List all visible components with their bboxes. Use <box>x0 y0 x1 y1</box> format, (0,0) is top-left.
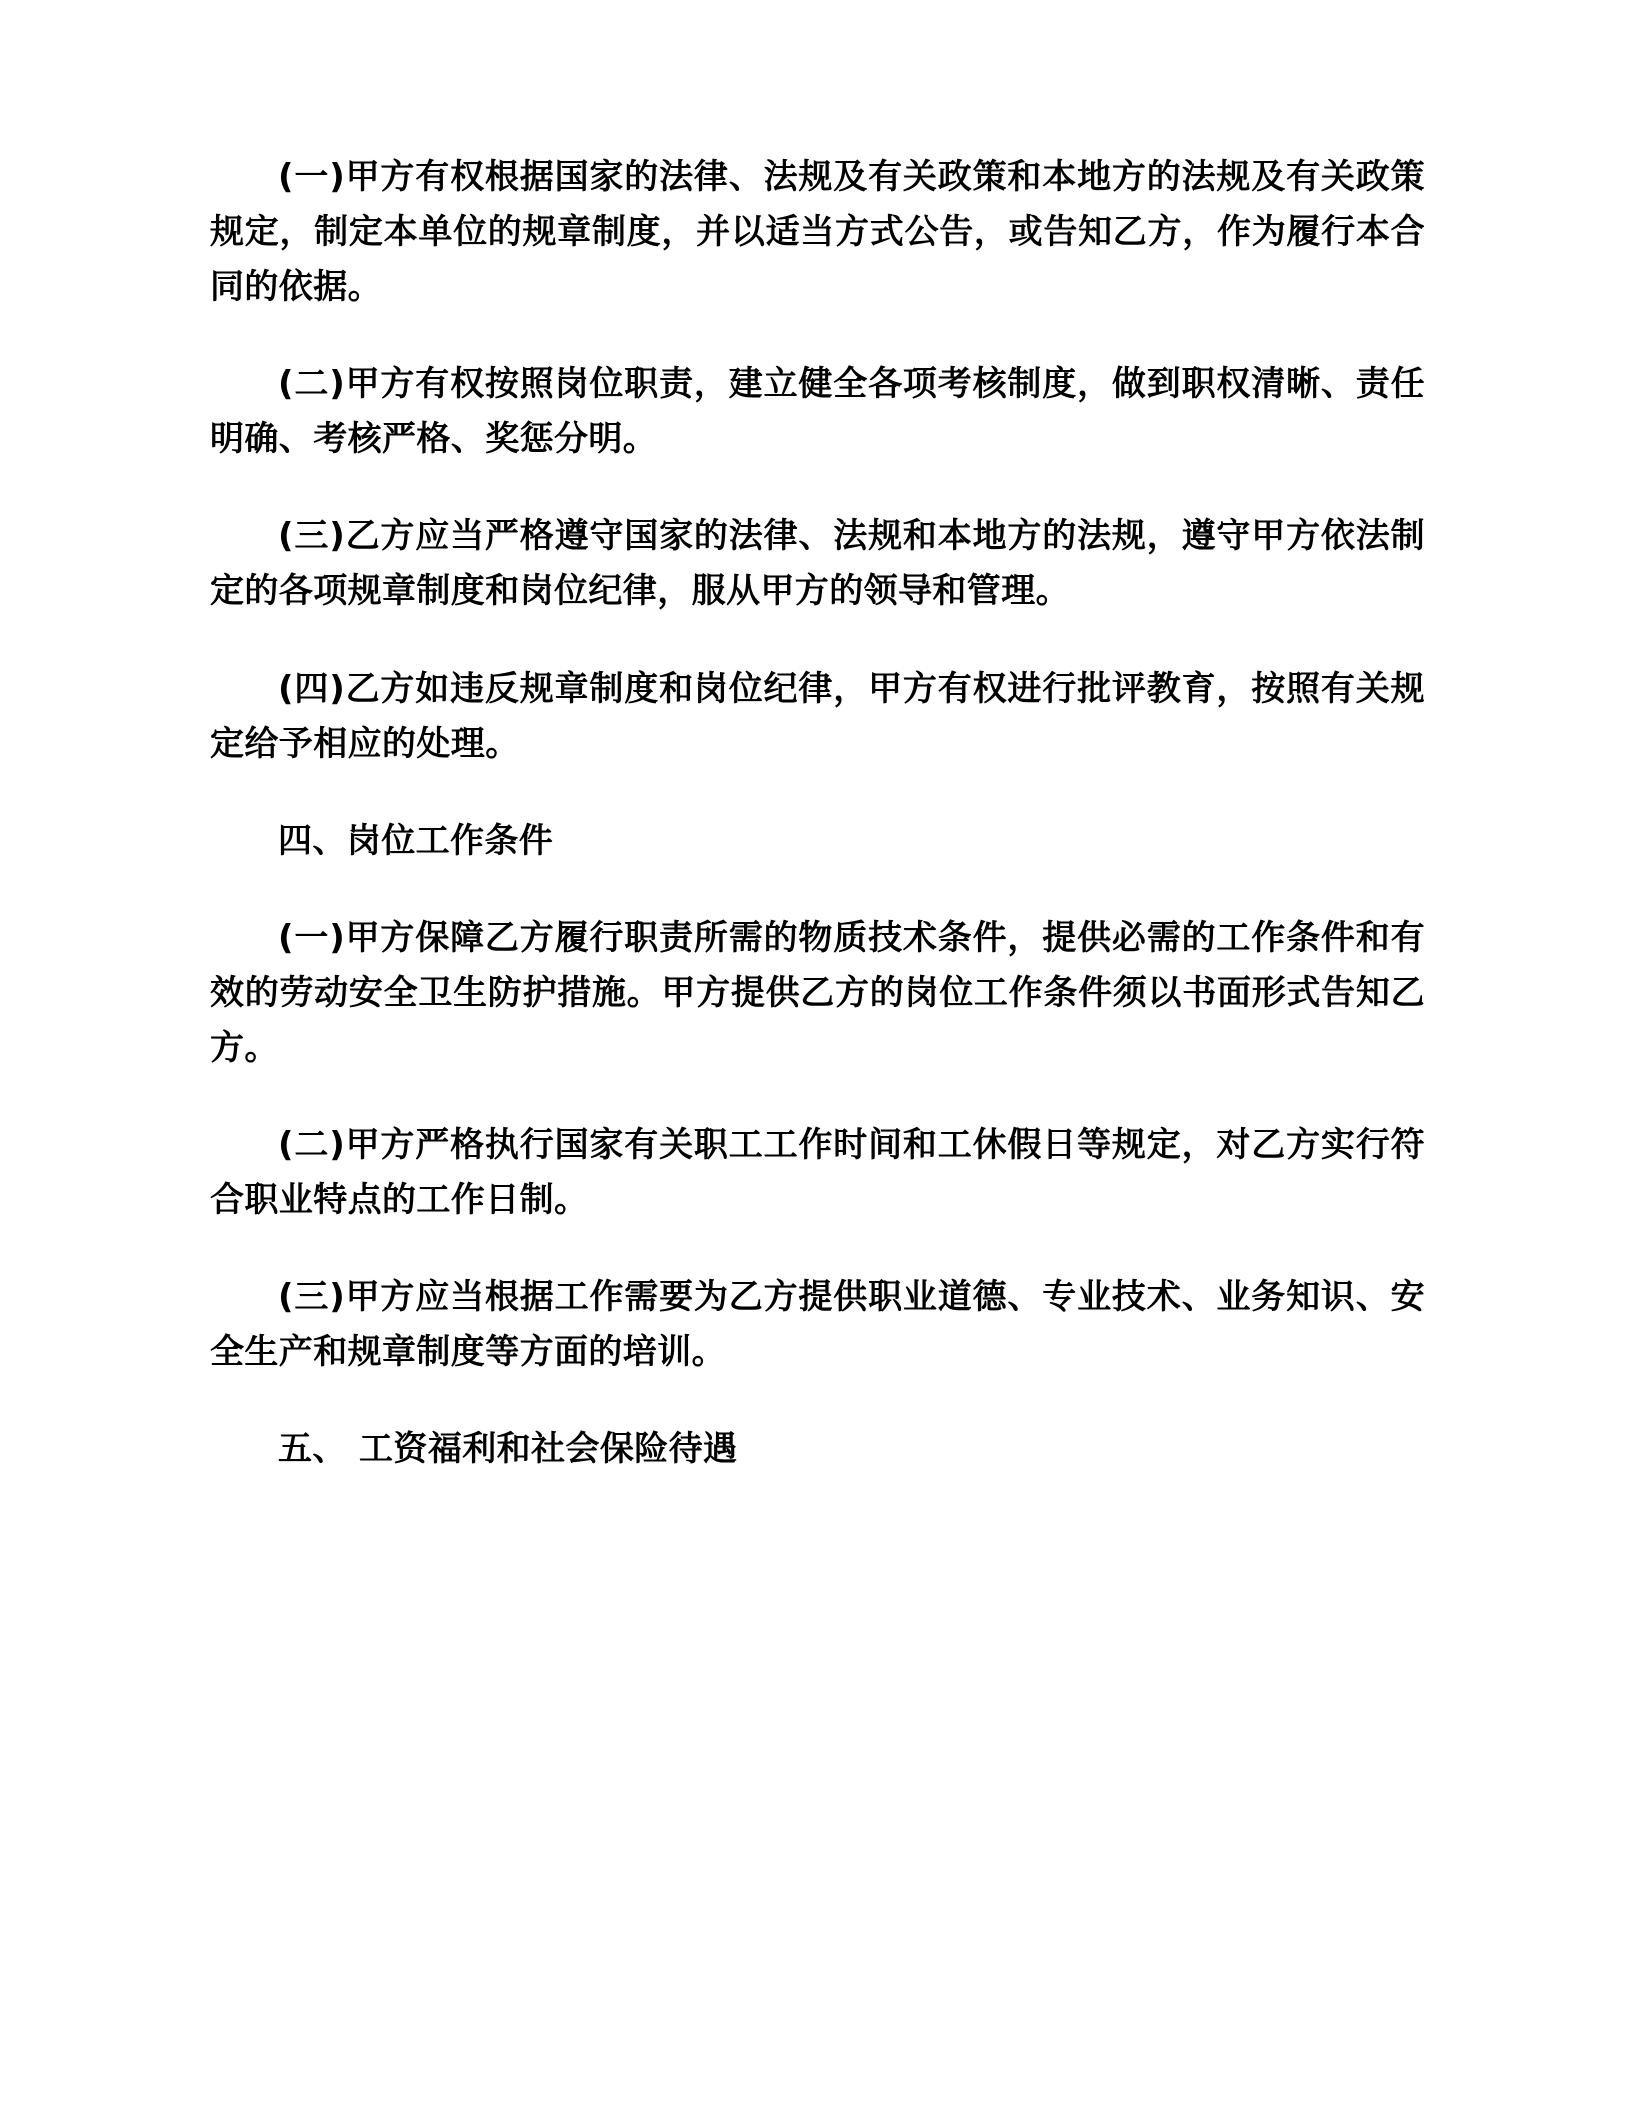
section-heading-four: 四、岗位工作条件 <box>278 820 554 861</box>
clause-4-1: (一)甲方保障乙方履行职责所需的物质技术条件，提供必需的工作条件和有效的劳动安全卫生防护措施。甲方提供乙方的岗位工作条件须以书面形式告知乙方。 <box>210 917 1425 1068</box>
section-heading-five: 五、 工资福利和社会保险待遇 <box>278 1429 738 1470</box>
clause-4-3: (三)甲方应当根据工作需要为乙方提供职业道德、专业技术、业务知识、安全生产和规章制度等方面的培训。 <box>210 1277 1425 1373</box>
clause-3-2: (二)甲方有权按照岗位职责，建立健全各项考核制度，做到职权清晰、责任明确、考核严格、奖惩分明。 <box>210 364 1425 460</box>
clause-3-3: (三)乙方应当严格遵守国家的法律、法规和本地方的法规，遵守甲方依法制定的各项规章制度和岗位纪律，服从甲方的领导和管理。 <box>210 516 1425 612</box>
clause-3-4: (四)乙方如违反规章制度和岗位纪律，甲方有权进行批评教育，按照有关规定给予相应的处理。 <box>210 668 1425 764</box>
clause-4-2: (二)甲方严格执行国家有关职工工作时间和工休假日等规定，对乙方实行符合职业特点的工作日制。 <box>210 1125 1425 1221</box>
clause-3-1: (一)甲方有权根据国家的法律、法规及有关政策和本地方的法规及有关政策规定，制定本单位的规章制度，并以适当方式公告，或告知乙方，作为履行本合同的依据。 <box>210 157 1425 308</box>
document-body <box>210 150 1425 1477</box>
